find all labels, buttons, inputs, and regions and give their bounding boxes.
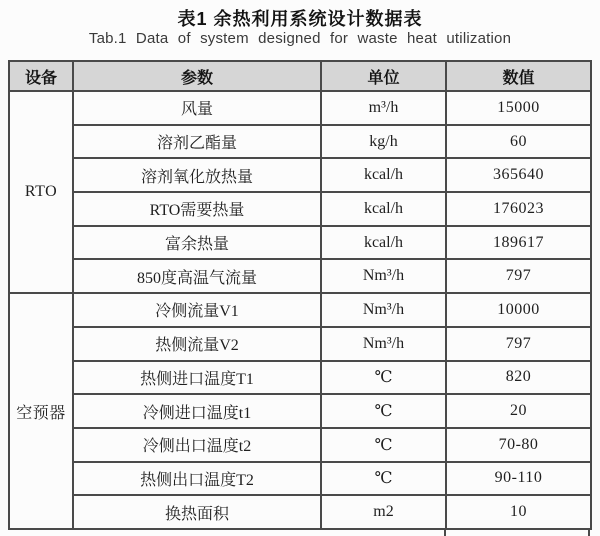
table-row [9, 361, 591, 395]
value-cell: 10000 [446, 293, 591, 327]
table-row [9, 462, 591, 496]
table-row [9, 495, 591, 529]
value-cell: 60 [446, 125, 591, 159]
table-row [9, 293, 591, 327]
unit-cell: m2 [321, 495, 446, 529]
unit-cell: kg/h [321, 125, 446, 159]
unit-cell: kcal/h [321, 158, 446, 192]
value-cell: 365640 [446, 158, 591, 192]
param-cell: 热侧流量V2 [73, 327, 321, 361]
value-cell: 189617 [446, 226, 591, 260]
param-cell: 富余热量 [73, 226, 321, 260]
table-row [9, 259, 591, 293]
value-cell: 15000 [446, 91, 591, 125]
header-row [9, 61, 591, 91]
table-row [9, 91, 591, 125]
param-cell: 冷侧流量V1 [73, 293, 321, 327]
header-cell-value: 数值 [446, 61, 591, 91]
unit-cell: Nm³/h [321, 259, 446, 293]
value-cell: 90-110 [446, 462, 591, 496]
unit-cell: ℃ [321, 361, 446, 395]
param-cell: 热侧出口温度T2 [73, 462, 321, 496]
unit-cell: ℃ [321, 462, 446, 496]
param-cell: RTO需要热量 [73, 192, 321, 226]
header-cell-param: 参数 [73, 61, 321, 91]
table-title-en: Tab.1 Data of system designed for waste heat utilization [88, 30, 512, 47]
param-cell: 溶剂氧化放热量 [73, 158, 321, 192]
unit-cell: m³/h [321, 91, 446, 125]
value-cell: 797 [446, 327, 591, 361]
unit-cell: kcal/h [321, 226, 446, 260]
value-cell: 176023 [446, 192, 591, 226]
value-cell: 70-80 [446, 428, 591, 462]
cutoff-gridline-left [444, 529, 446, 536]
table-row [9, 327, 591, 361]
value-cell: 10 [446, 495, 591, 529]
param-cell: 溶剂乙酯量 [73, 125, 321, 159]
header-cell-unit: 单位 [321, 61, 446, 91]
device-cell-rto: RTO [9, 91, 73, 293]
param-cell: 冷侧进口温度t1 [73, 394, 321, 428]
param-cell: 热侧进口温度T1 [73, 361, 321, 395]
table-row [9, 428, 591, 462]
table-row [9, 394, 591, 428]
table-row [9, 192, 591, 226]
unit-cell: kcal/h [321, 192, 446, 226]
param-cell: 冷侧出口温度t2 [73, 428, 321, 462]
device-cell-air-preheater: 空预器 [9, 293, 73, 529]
table-row [9, 158, 591, 192]
value-cell: 820 [446, 361, 591, 395]
unit-cell: Nm³/h [321, 293, 446, 327]
table-title-zh: 表1 余热利用系统设计数据表 [177, 9, 423, 29]
value-cell: 797 [446, 259, 591, 293]
unit-cell: ℃ [321, 394, 446, 428]
header-cell-device: 设备 [9, 61, 73, 91]
cutoff-gridline-right [588, 529, 590, 536]
param-cell: 风量 [73, 91, 321, 125]
unit-cell: ℃ [321, 428, 446, 462]
waste-heat-data-table [8, 60, 592, 530]
param-cell: 换热面积 [73, 495, 321, 529]
unit-cell: Nm³/h [321, 327, 446, 361]
param-cell: 850度高温气流量 [73, 259, 321, 293]
table-row [9, 226, 591, 260]
value-cell: 20 [446, 394, 591, 428]
table-row [9, 125, 591, 159]
